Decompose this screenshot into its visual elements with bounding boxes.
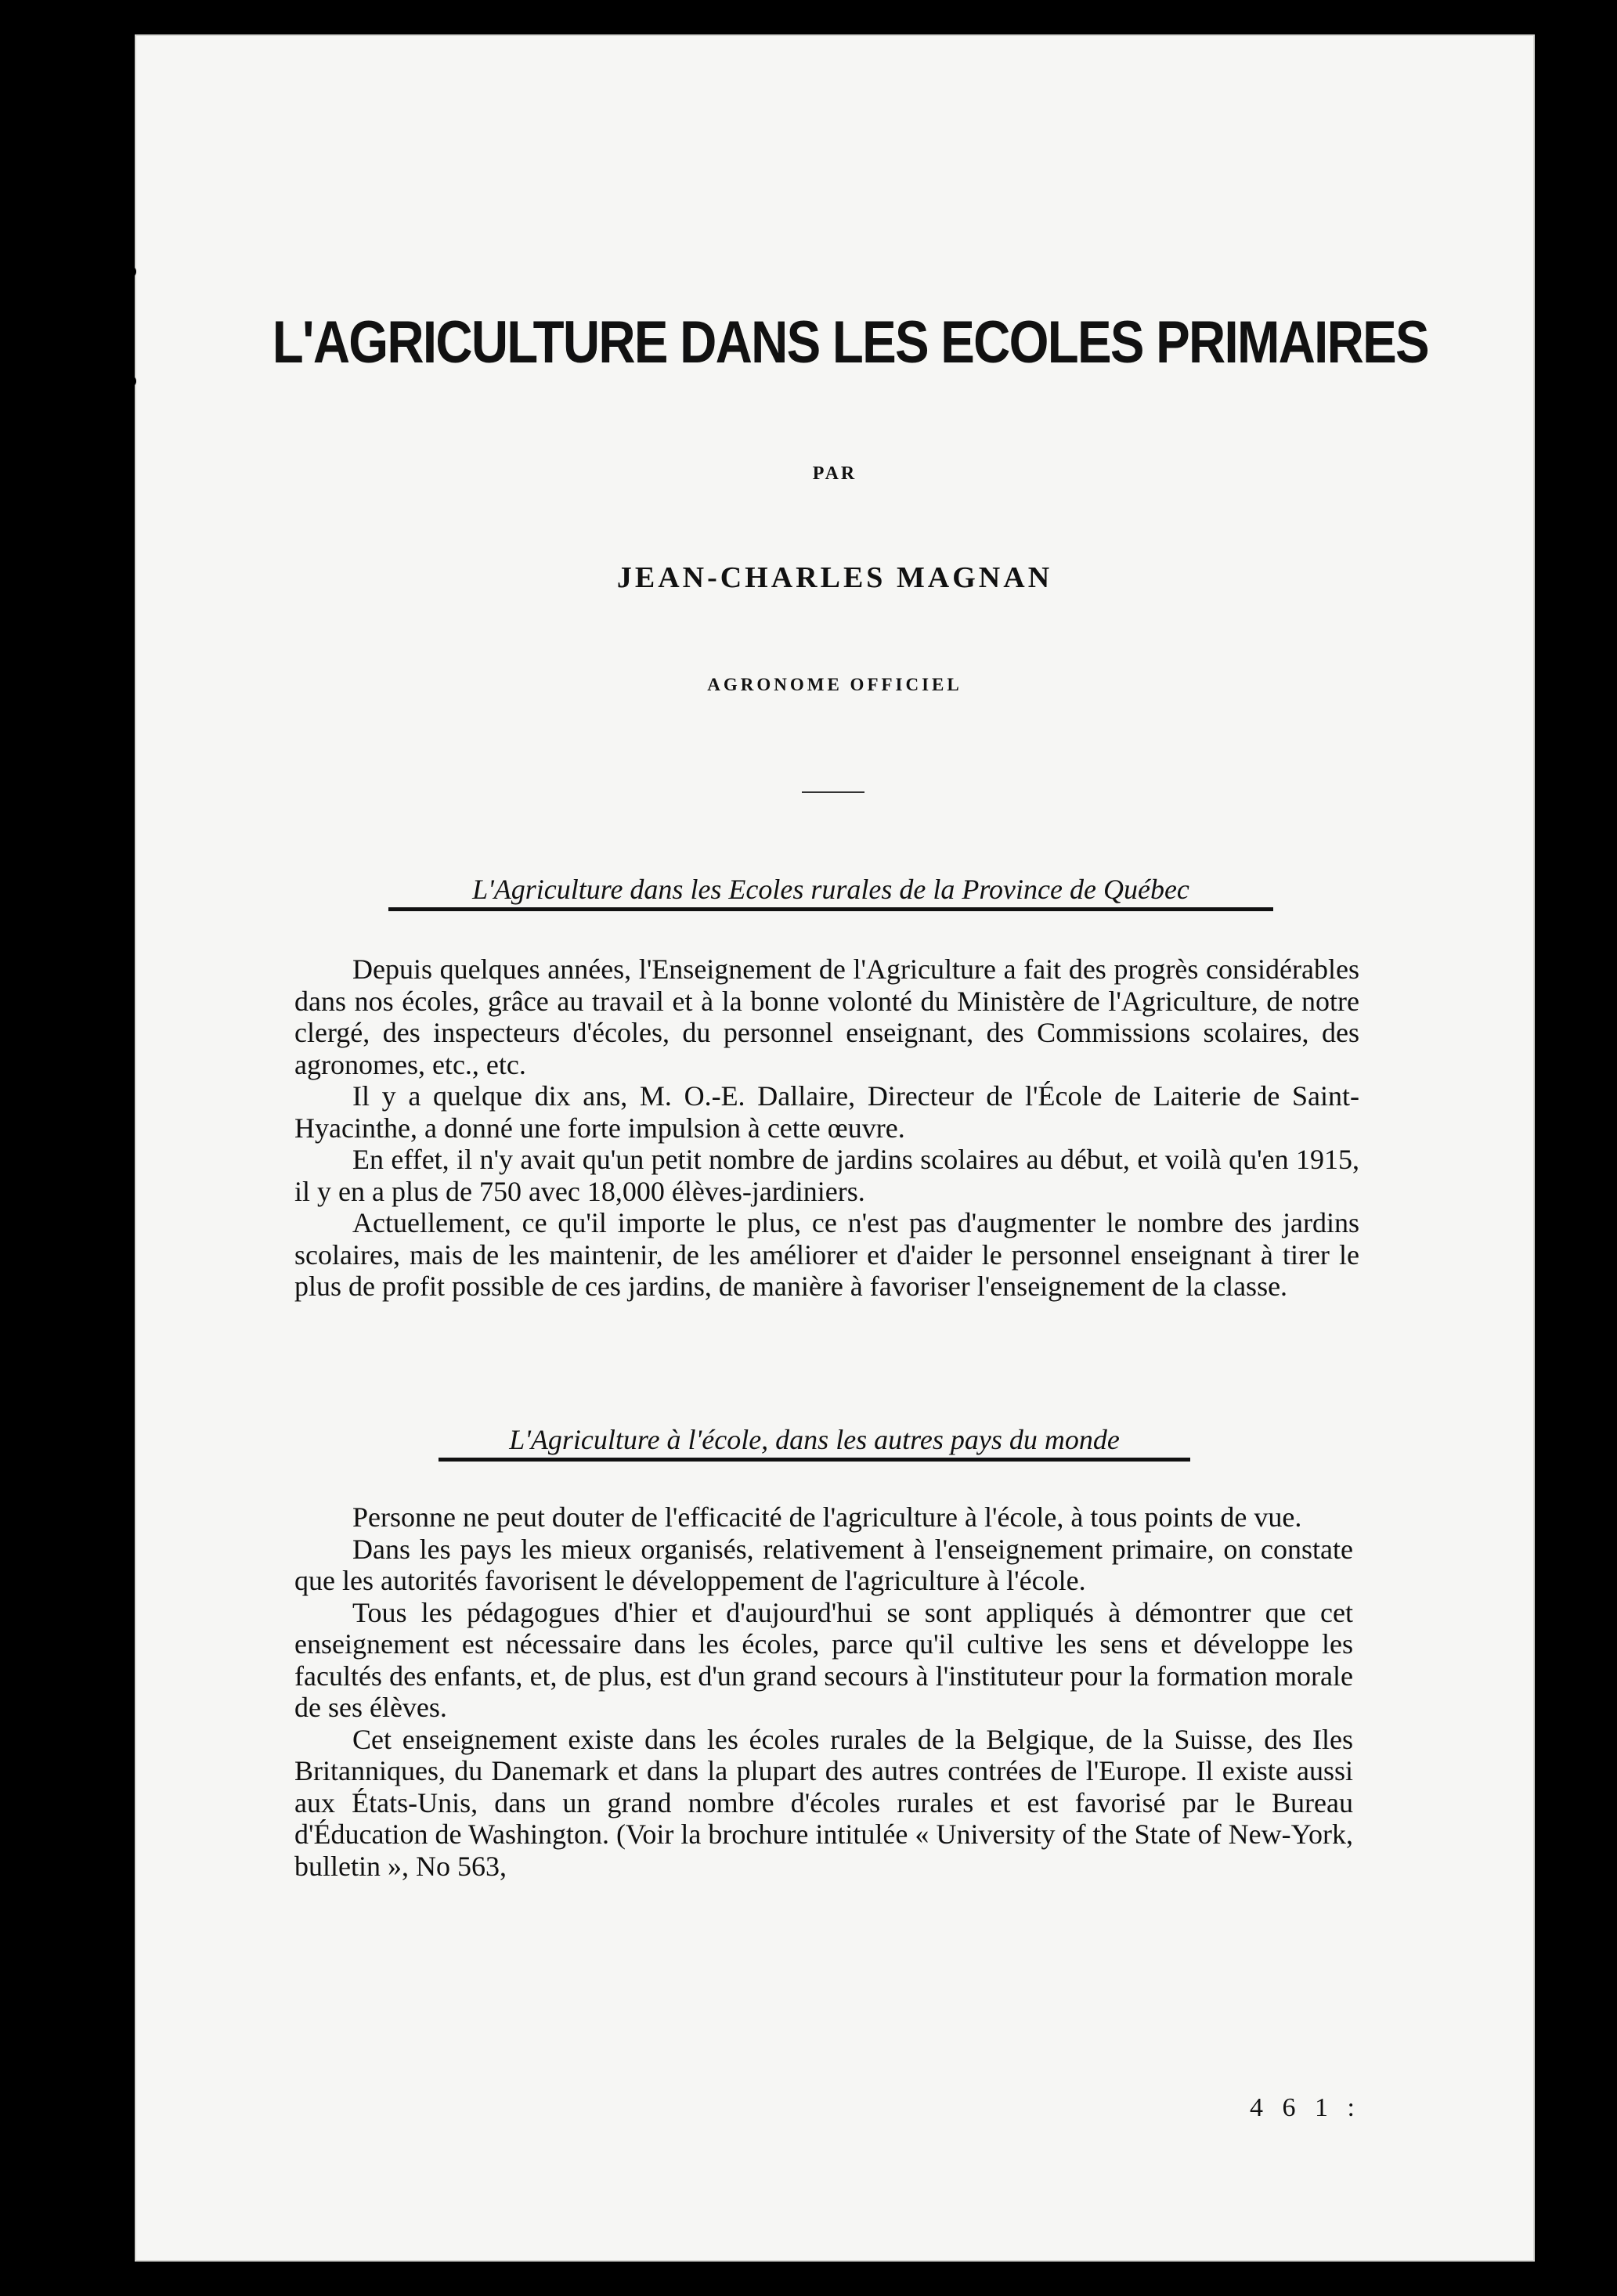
byline: PAR	[812, 463, 857, 484]
edge-punch-mark	[125, 266, 136, 277]
paragraph: Il y a quelque dix ans, M. O.-E. Dallaire, Directeur de l'École de Laiterie de Saint-Hyacinthe, a donné une forte impulsion à cette œuvre.	[294, 1080, 1359, 1144]
title-separator	[802, 791, 864, 793]
paragraph: Depuis quelques années, l'Enseignement de l'Agriculture a fait des progrès considérables dans nos écoles, grâce au travail et à la bonne volonté du Ministère de l'Agriculture, de notre clergé, des inspecteurs d'écoles, du personnel enseignant, des Commissions scolaires, des agronomes, etc., etc.	[294, 953, 1359, 1080]
paragraph: Actuellement, ce qu'il importe le plus, ce n'est pas d'augmenter le nombre des jardins scolaires, mais de les maintenir, de les améliorer et d'aider le personnel enseignant à tirer le plus de profit possible de ces jardins, de manière à favoriser l'enseignement de la classe.	[294, 1207, 1359, 1302]
section-heading: L'Agriculture dans les Ecoles rurales de la Province de Québec	[388, 873, 1273, 911]
document-title: L'AGRICULTURE DANS LES ECOLES PRIMAIRES	[272, 309, 1428, 376]
section-body	[294, 953, 1359, 1303]
author-role: AGRONOME OFFICIEL	[707, 675, 962, 694]
edge-punch-mark	[125, 376, 136, 387]
page-footer-marks: 4 6 1 :	[1250, 2093, 1361, 2122]
paragraph: Personne ne peut douter de l'efficacité de l'agriculture à l'école, à tous points de vue.	[352, 1501, 1302, 1533]
section-heading: L'Agriculture à l'école, dans les autres pays du monde	[439, 1423, 1190, 1462]
paragraph: Tous les pédagogues d'hier et d'aujourd'hui se sont appliqués à démontrer que cet enseignement est nécessaire dans les écoles, parce qu'il cultive les sens et développe les facultés des enfants, et, de plus, est d'un grand secours à l'instituteur pour la formation morale de ses élèves.	[294, 1596, 1353, 1723]
section-body	[294, 1501, 1353, 1882]
paragraph: En effet, il n'y avait qu'un petit nombre de jardins scolaires au début, et voilà qu'en 1915, il y en a plus de 750 avec 18,000 élèves-jardiniers.	[294, 1144, 1359, 1207]
paragraph: Cet enseignement existe dans les écoles rurales de la Belgique, de la Suisse, des Iles Britanniques, du Danemark et dans la plupart des autres contrées de l'Europe. Il existe aussi aux États-Unis, dans un grand nombre d'écoles rurales et est favorisé par le Bureau d'Éducation de Washington. (Voir la brochure intitulée « University of the State of New-York, bulletin », No 563,	[294, 1723, 1353, 1882]
paragraph: Dans les pays les mieux organisés, relativement à l'enseignement primaire, on constate que les autorités favorisent le développement de l'agriculture à l'école.	[294, 1533, 1353, 1596]
author-name: JEAN-CHARLES MAGNAN	[616, 561, 1053, 594]
